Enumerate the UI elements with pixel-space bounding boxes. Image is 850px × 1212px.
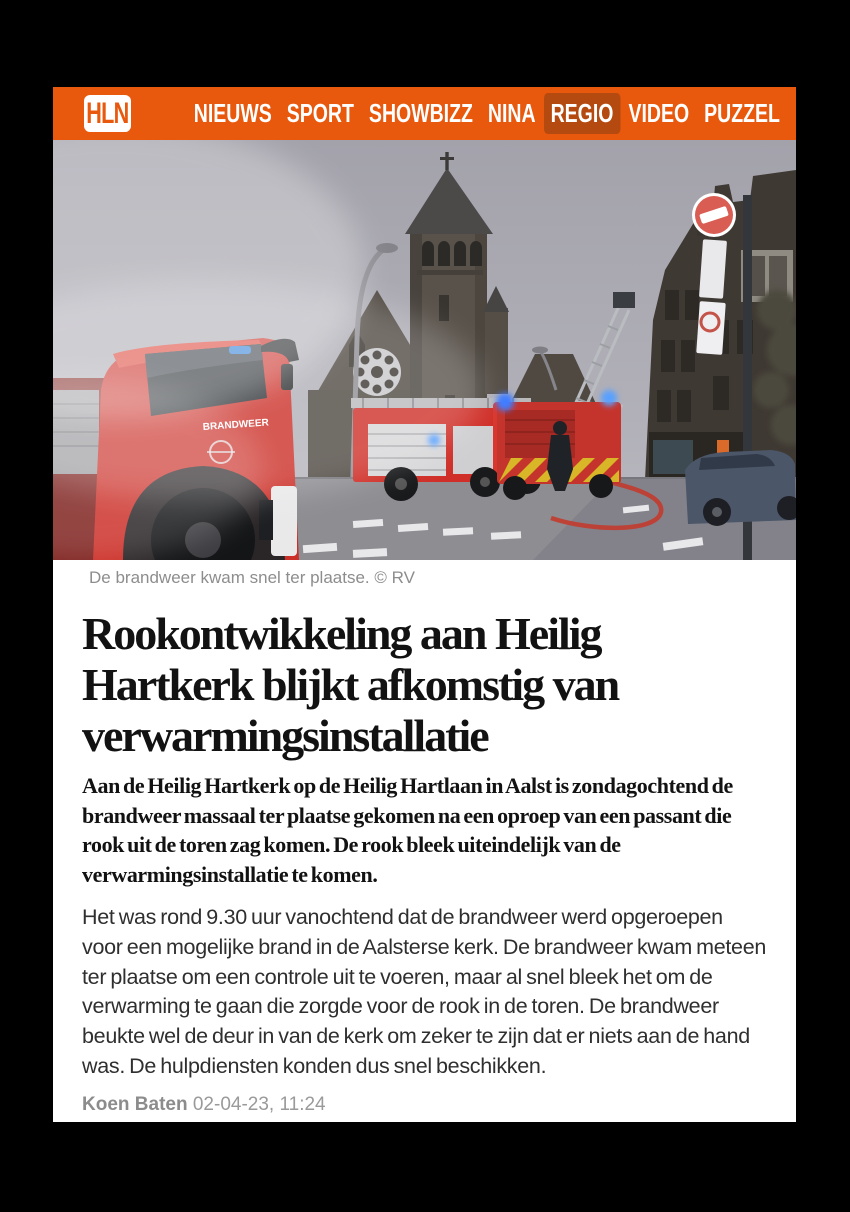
nav-item-nieuws[interactable]: NIEUWS bbox=[193, 98, 272, 128]
hln-logo-text: HLN bbox=[86, 96, 129, 130]
article-title: Rookontwikkeling aan Heilig Hartkerk blijkt afkomstig van verwarmingsinstallatie bbox=[82, 608, 619, 761]
author-name[interactable]: Koen Baten bbox=[82, 1093, 188, 1115]
nav-item-puzzel[interactable]: PUZZEL bbox=[704, 98, 780, 128]
article-body: Het was rond 9.30 uur vanochtend dat de brandweer werd opgeroepen voor een mogelijke brand in de Aalsterse kerk. De brandweer kwam meteen ter plaatse om een controle uit te voeren, maar al snel bleek het om de verwarming te gaan die zorgde voor de rook in de toren. De brandweer beukte wel de deur in van de kerk om zeker te zijn dat er niets aan de hand was. De hulpdiensten konden dus snel beschikken. bbox=[82, 905, 767, 1078]
top-navbar bbox=[53, 87, 796, 140]
brandweer-lettering: BRANDWEER bbox=[202, 417, 270, 433]
publish-datetime: 02-04-23, 11:24 bbox=[192, 1093, 326, 1115]
nav-item-showbizz[interactable]: SHOWBIZZ bbox=[368, 98, 473, 128]
nav-menu bbox=[187, 93, 787, 134]
nav-item-regio[interactable]: REGIO bbox=[544, 93, 620, 134]
article-lede: Aan de Heilig Hartkerk op de Heilig Hartlaan in Aalst is zondagochtend de brandweer massaal ter plaatse gekomen na een oproep van een passant die rook uit de toren zag komen. De rook bleek uiteindelijk van de verwarmingsinstallatie te komen. bbox=[82, 773, 733, 887]
photo-caption: De brandweer kwam snel ter plaatse. © RV bbox=[89, 568, 415, 587]
car bbox=[685, 450, 796, 526]
article-figure bbox=[53, 140, 796, 596]
article-photo bbox=[53, 140, 796, 560]
byline bbox=[82, 1094, 767, 1116]
nav-item-sport[interactable]: SPORT bbox=[286, 98, 354, 128]
article-page bbox=[53, 87, 796, 1122]
nav-item-nina[interactable]: NINA bbox=[487, 98, 536, 128]
hln-logo[interactable] bbox=[84, 95, 131, 132]
article-content bbox=[53, 608, 796, 1122]
nav-item-video[interactable]: VIDEO bbox=[628, 98, 690, 128]
